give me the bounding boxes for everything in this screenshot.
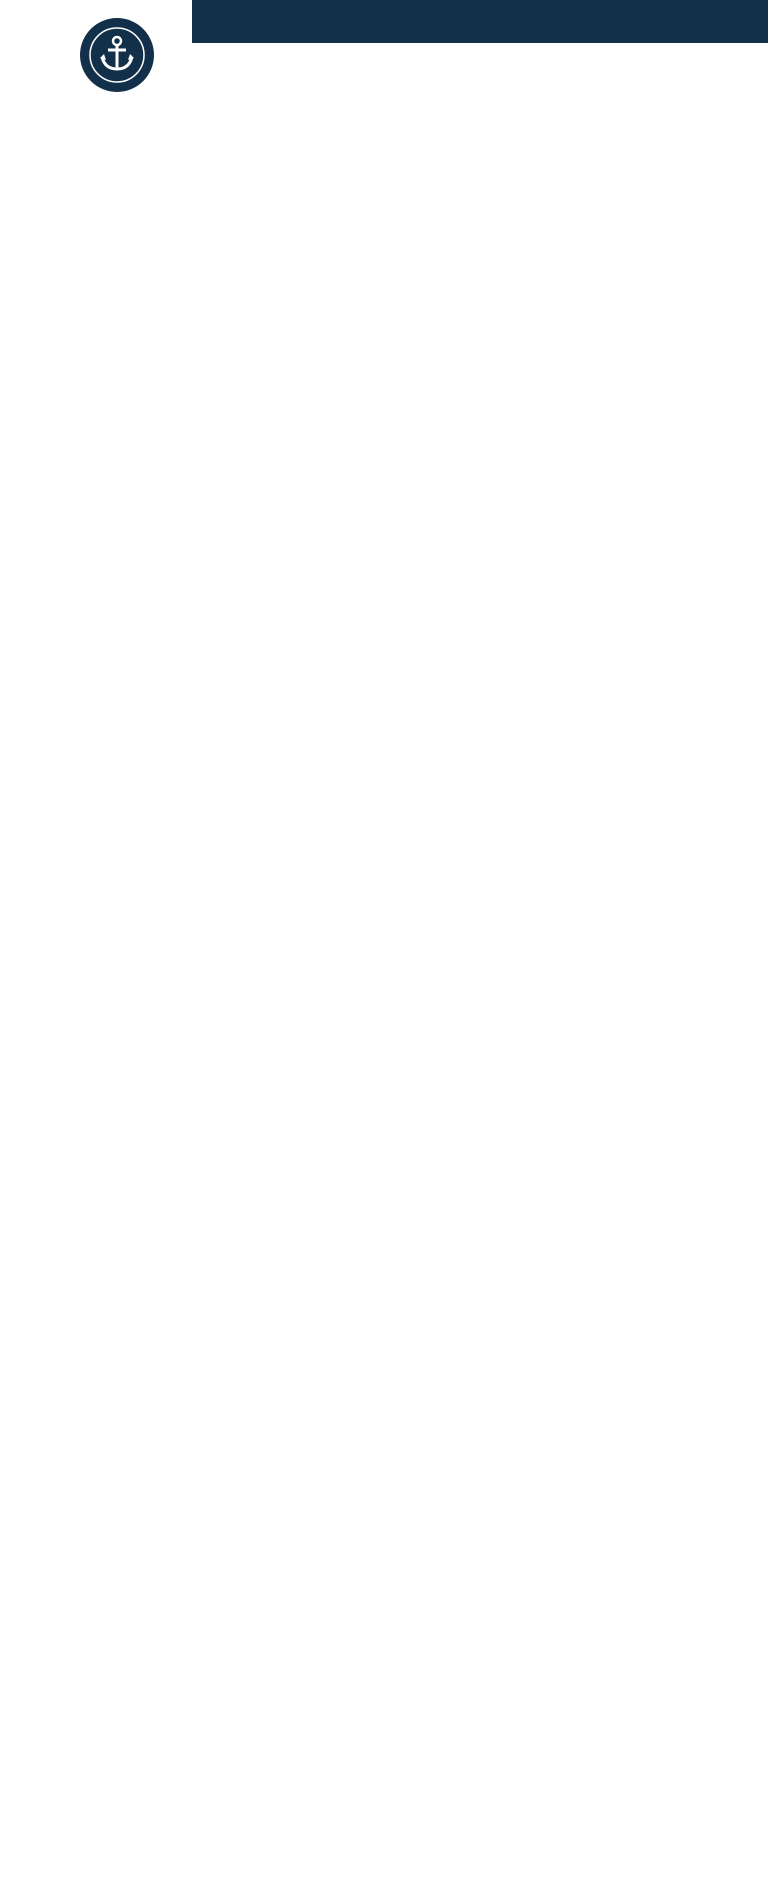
logo [48,18,186,102]
anchor-logo-icon [80,18,154,92]
top-bar [192,0,768,43]
